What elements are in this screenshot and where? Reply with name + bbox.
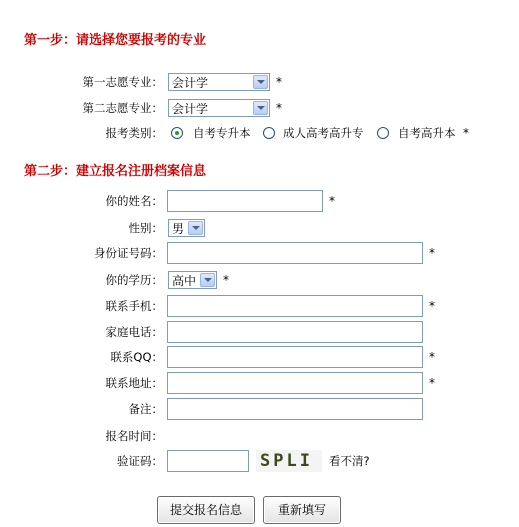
education-label: 你的学历： xyxy=(105,273,163,287)
required-mark: * xyxy=(429,246,435,260)
address-row xyxy=(0,372,519,394)
submit-button[interactable]: 提交报名信息 xyxy=(157,496,255,524)
name-label: 你的姓名： xyxy=(105,194,163,208)
address-input[interactable] xyxy=(167,372,423,394)
second-choice-value: 会计学 xyxy=(172,102,209,116)
register-time-label: 报名时间： xyxy=(105,429,163,443)
step1-title: 第一步：请选择您要报考的专业 xyxy=(24,33,207,48)
mobile-row xyxy=(0,295,519,317)
remark-label: 备注： xyxy=(128,402,163,416)
exam-type-option-2: 成人高考高升专 xyxy=(283,126,364,140)
required-mark: * xyxy=(276,101,282,115)
first-choice-label: 第一志愿专业： xyxy=(82,75,163,89)
second-choice-row xyxy=(0,97,519,119)
first-choice-row xyxy=(0,71,519,93)
id-number-row xyxy=(0,242,519,264)
register-time-row xyxy=(0,425,519,447)
gender-select[interactable] xyxy=(168,219,205,237)
required-mark: * xyxy=(429,350,435,364)
exam-type-option-1: 自考专升本 xyxy=(193,126,251,140)
chevron-down-icon[interactable] xyxy=(253,101,268,115)
mobile-input[interactable] xyxy=(167,295,423,317)
required-mark: * xyxy=(223,273,229,287)
captcha-label: 验证码： xyxy=(117,454,163,468)
exam-type-label: 报考类别： xyxy=(105,126,163,140)
chevron-down-icon[interactable] xyxy=(188,221,203,235)
captcha-image[interactable] xyxy=(256,450,322,472)
captcha-row xyxy=(0,450,519,472)
second-choice-label: 第二志愿专业： xyxy=(82,101,163,115)
required-mark: * xyxy=(329,194,335,208)
exam-type-option-3: 自考高升本 xyxy=(398,126,456,140)
home-phone-input[interactable] xyxy=(167,321,423,343)
home-phone-label: 家庭电话： xyxy=(105,325,163,339)
remark-row xyxy=(0,398,519,420)
mobile-label: 联系手机： xyxy=(105,299,163,313)
address-label: 联系地址： xyxy=(105,376,163,390)
exam-type-row xyxy=(0,122,519,144)
name-row xyxy=(0,190,519,212)
education-value: 高中 xyxy=(172,274,197,288)
qq-row xyxy=(0,346,519,368)
qq-input[interactable] xyxy=(167,346,423,368)
exam-type-radio-1[interactable] xyxy=(171,127,183,139)
exam-type-radio-2[interactable] xyxy=(263,127,275,139)
education-select[interactable] xyxy=(168,271,217,289)
exam-type-radio-3[interactable] xyxy=(377,127,389,139)
gender-value: 男 xyxy=(172,222,185,236)
qq-label: 联系QQ： xyxy=(110,350,163,364)
chevron-down-icon[interactable] xyxy=(253,75,268,89)
captcha-image-text: SPLI xyxy=(260,451,313,471)
captcha-refresh-link[interactable]: 看不清? xyxy=(329,454,370,468)
id-number-label: 身份证号码： xyxy=(94,246,163,260)
chevron-down-icon[interactable] xyxy=(200,273,215,287)
gender-row xyxy=(0,217,519,239)
first-choice-select[interactable] xyxy=(168,73,270,91)
reset-button[interactable]: 重新填写 xyxy=(263,496,341,524)
second-choice-select[interactable] xyxy=(168,99,270,117)
home-phone-row xyxy=(0,321,519,343)
education-row xyxy=(0,269,519,291)
captcha-input[interactable] xyxy=(167,450,249,472)
remark-input[interactable] xyxy=(167,398,423,420)
required-mark: * xyxy=(276,75,282,89)
step2-title: 第二步：建立报名注册档案信息 xyxy=(24,164,207,179)
required-mark: * xyxy=(429,299,435,313)
required-mark: * xyxy=(429,376,435,390)
first-choice-value: 会计学 xyxy=(172,76,209,90)
id-number-input[interactable] xyxy=(167,242,423,264)
name-input[interactable] xyxy=(167,190,323,212)
required-mark: * xyxy=(463,126,469,140)
gender-label: 性别： xyxy=(128,221,163,235)
